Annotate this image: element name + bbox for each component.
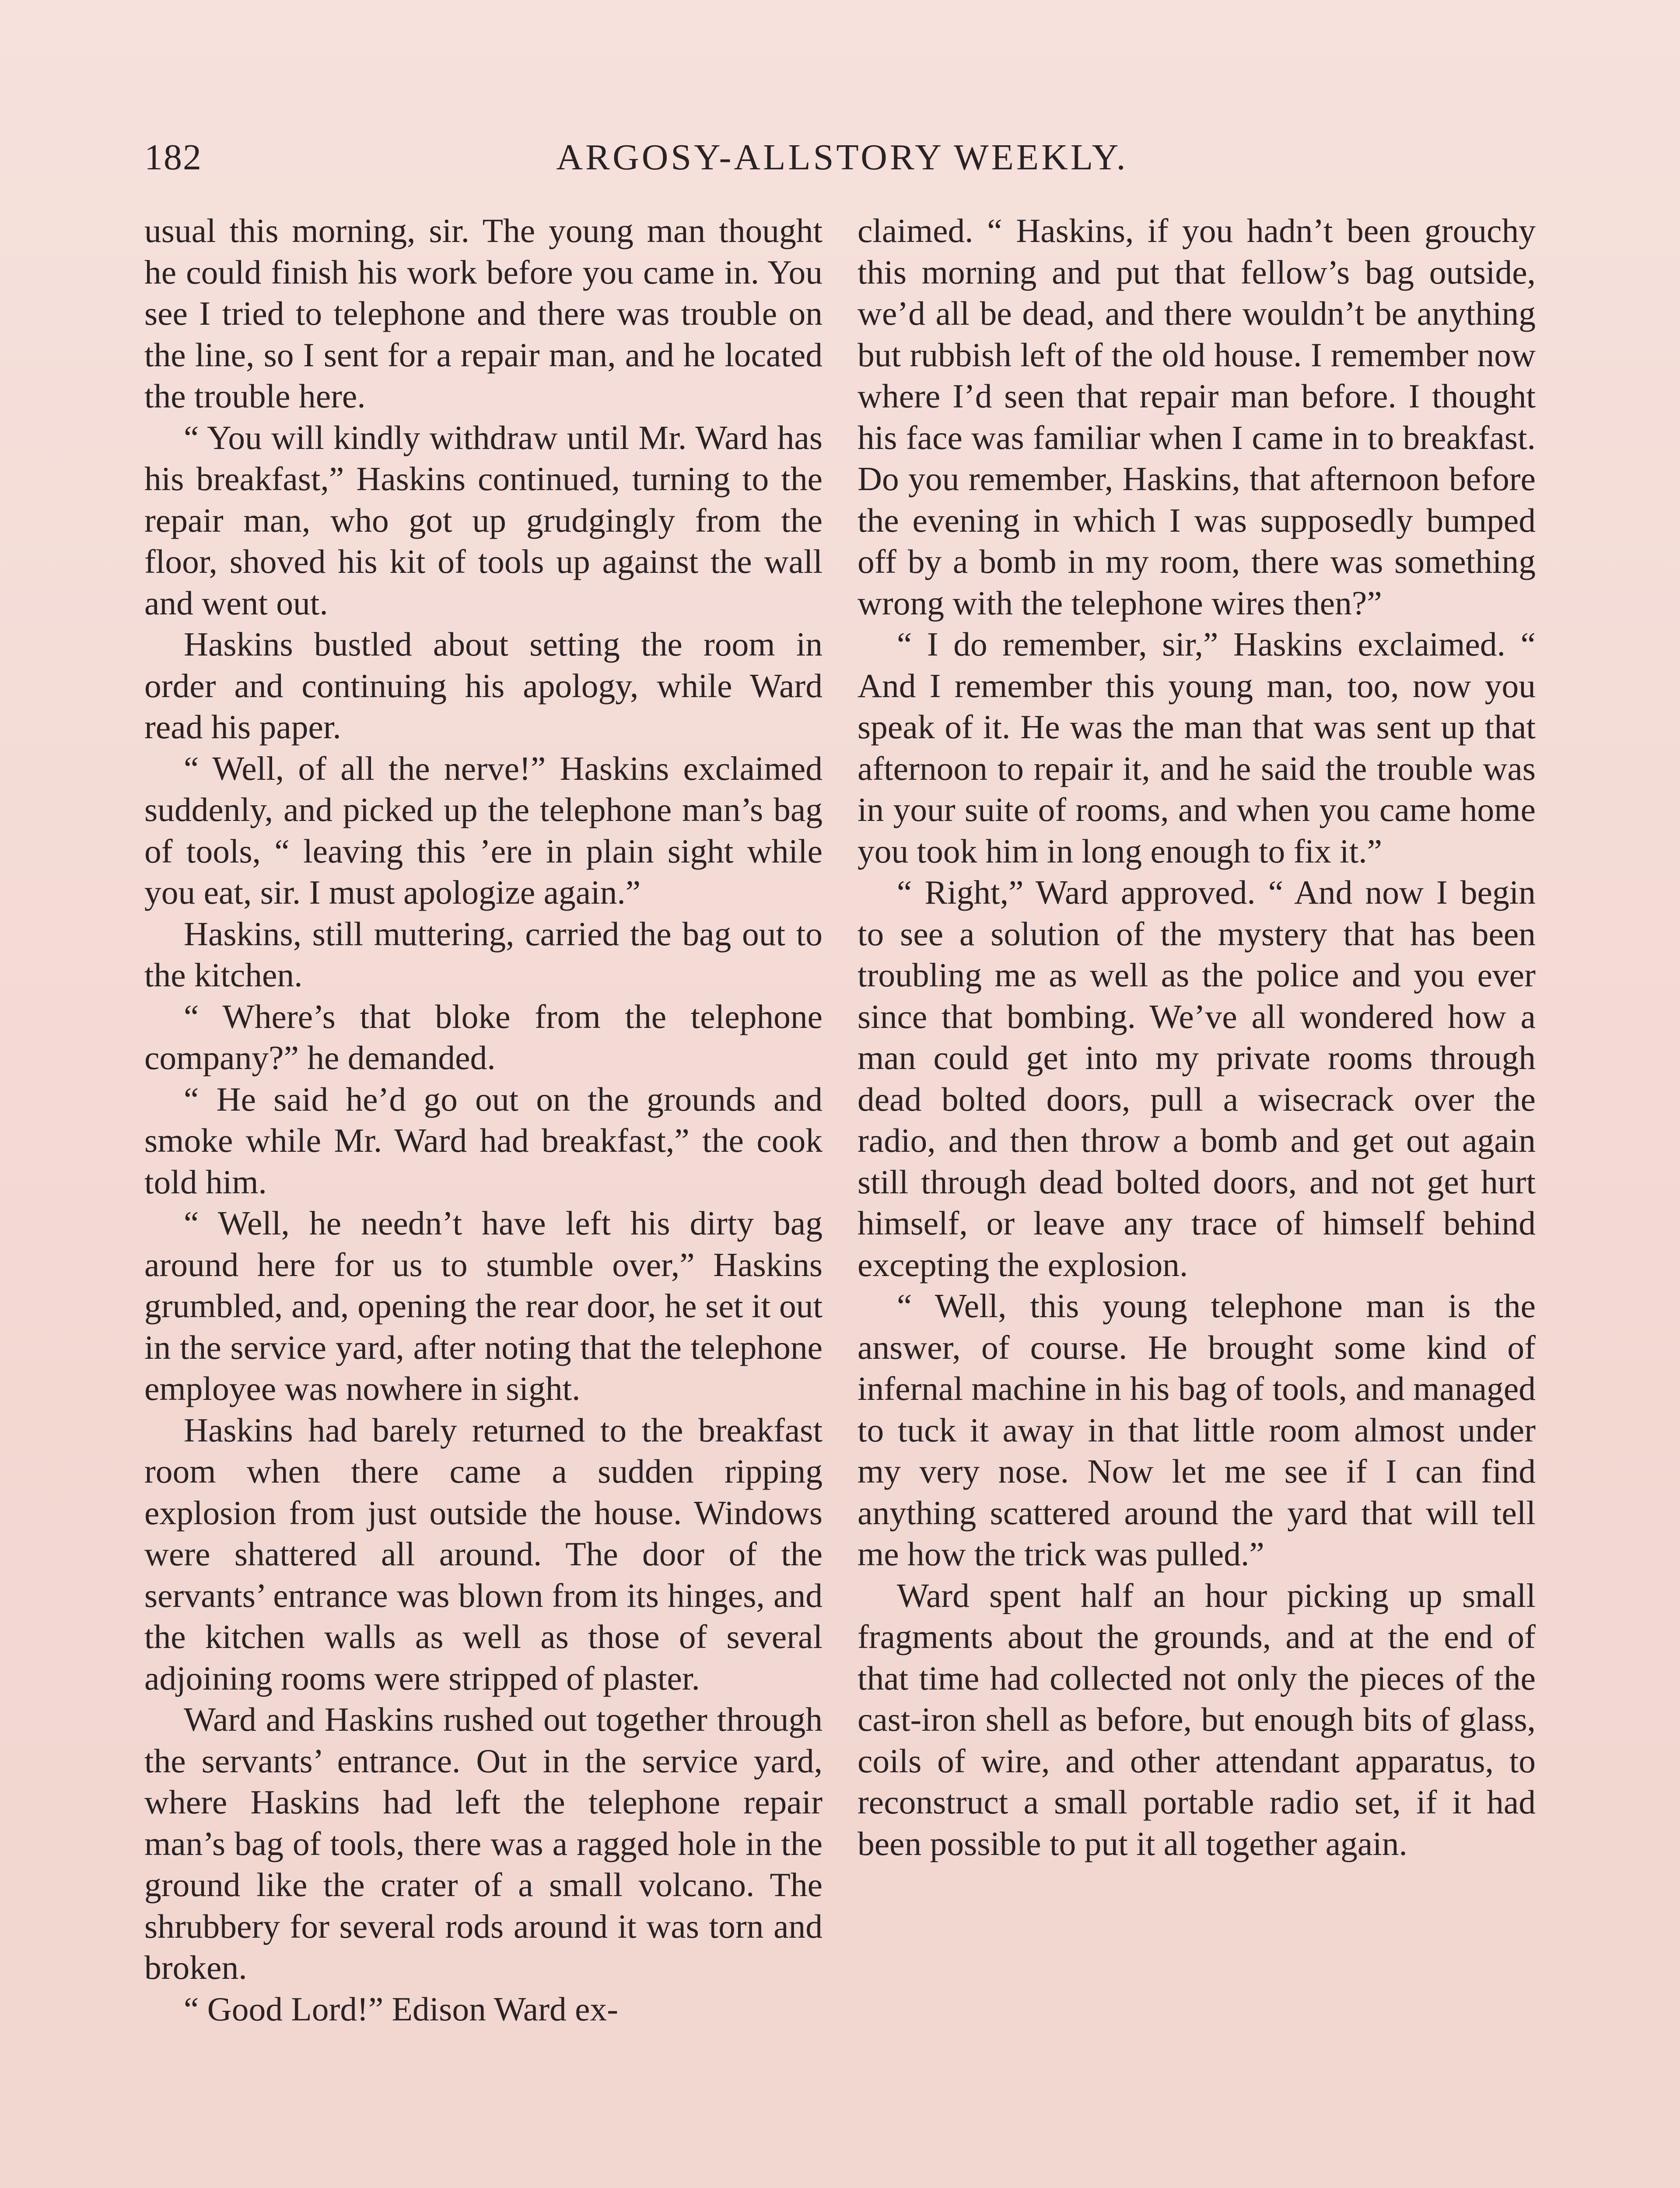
paragraph: Haskins had barely returned to the breakfast room when there came a sudden ripping explosion from just outside the house. Windows were shattered all around. The door of the servants’ entrance was blown from its hinges, and the kitchen walls as well as those of several adjoining rooms were stripped of plaster. — [144, 1411, 822, 1697]
paragraph: “ I do remember, sir,” Haskins exclaimed. “ And I remember this young man, too, now you speak of it. He was the man that was sent up that afternoon to repair it, and he said the trouble was in your suite of rooms, and when you came home you took him in long enough to fix it.” — [858, 625, 1536, 870]
paragraph: claimed. “ Haskins, if you hadn’t been grouchy this morning and put that fellow’s bag outside, we’d all be dead, and there wouldn’t be anything but rubbish left of the old house. I remember now where I’d seen that repair man before. I thought his face was familiar when I came in to breakfast. Do you remember, Haskins, that afternoon before the evening in which I was supposedly bumped off by a bomb in my room, there was something wrong with the telephone wires then?” — [858, 212, 1536, 622]
paragraph: Ward spent half an hour picking up small fragments about the grounds, and at the end of that time had collected not only the pieces of the cast-iron shell as before, but enough bits of glass, coils of wire, and other attendant apparatus, to reconstruct a small portable radio set, if it had been possible to put it all together again. — [858, 1576, 1536, 1862]
left-column — [144, 210, 822, 2188]
right-column — [858, 210, 1536, 2188]
page-header — [144, 131, 1540, 184]
paragraph: usual this morning, sir. The young man thought he could finish his work before you came in. You see I tried to telephone and there was trouble on the line, so I sent for a repair man, and he located the trouble here. — [144, 212, 822, 415]
running-title: ARGOSY-ALLSTORY WEEKLY. — [556, 137, 1128, 178]
paragraph: Ward and Haskins rushed out together through the servants’ entrance. Out in the service yard, where Haskins had left the telephone repair man’s bag of tools, there was a ragged hole in the ground like the crater of a small volcano. The shrubbery for several rods around it was torn and broken. — [144, 1701, 822, 1986]
paragraph: “ Good Lord!” Edison Ward ex- — [184, 1990, 619, 2028]
paragraph: “ Where’s that bloke from the telephone company?” he demanded. — [144, 997, 822, 1076]
paragraph: Haskins bustled about setting the room in order and continuing his apology, while Ward read his paper. — [144, 625, 822, 746]
paragraph: “ Well, of all the nerve!” Haskins exclaimed suddenly, and picked up the telephone man’s bag of tools, “ leaving this ’ere in plain sight while you eat, sir. I must apologize again.” — [144, 749, 822, 911]
paragraph: “ Well, he needn’t have left his dirty bag around here for us to stumble over,” Haskins grumbled, and, opening the rear door, he set it out in the service yard, after noting that the telephone employee was nowhere in sight. — [144, 1204, 822, 1407]
paragraph: “ He said he’d go out on the grounds and smoke while Mr. Ward had breakfast,” the cook told him. — [144, 1080, 822, 1201]
paragraph: “ You will kindly withdraw until Mr. Ward has his breakfast,” Haskins continued, turning to the repair man, who got up grudgingly from the floor, shoved his kit of tools up against the wall and went out. — [144, 418, 822, 622]
paragraph: “ Well, this young telephone man is the answer, of course. He brought some kind of infernal machine in his bag of tools, and managed to tuck it away in that little room almost under my very nose. Now let me see if I can find anything scattered around the yard that will tell me how the trick was pulled.” — [858, 1287, 1536, 1573]
paragraph: Haskins, still muttering, carried the bag out to the kitchen. — [144, 915, 822, 994]
page-number: 182 — [144, 137, 202, 178]
paragraph: “ Right,” Ward approved. “ And now I begin to see a solution of the mystery that has been troubling me as well as the police and you ever since that bombing. We’ve all wondered how a man could get into my private rooms through dead bolted doors, pull a wisecrack over the radio, and then throw a bomb and get out again still through dead bolted doors, and not get hurt himself, or leave any trace of himself behind excepting the explosion. — [858, 873, 1536, 1283]
